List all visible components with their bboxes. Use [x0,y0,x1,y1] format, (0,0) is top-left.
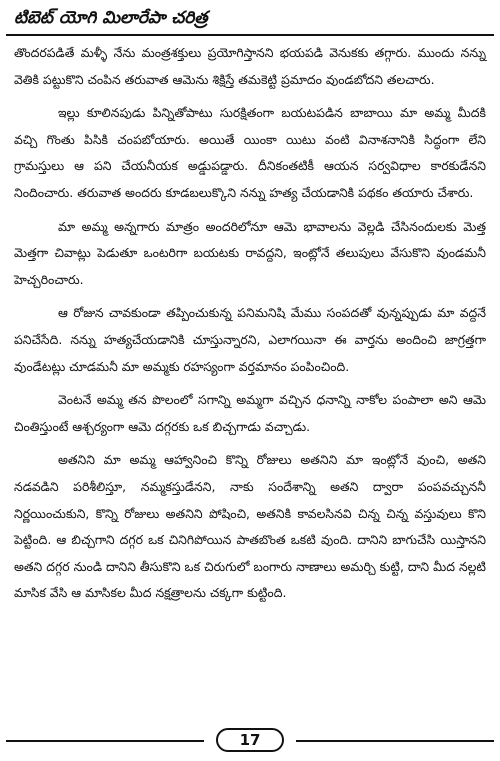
paragraph-2: ఇల్లు కూలినపుడు పిన్నితోపాటు సురక్షితంగా బయటపడిన బాబాయి మా అమ్మ మీదకి వచ్చి గొంతు పిసికి చంపబోయారు. అయితే యింకా యిటు వంటి వినాశనానికి సిద్ధంగా లేని గ్రామస్తులు ఆ పని చేయనీయక అడ్డుపడ్డారు. దీనికంతటికీ ఆయన సర్వవిధాల కారకుడేనని నిందించారు. తరువాత అందరు కూడబలుక్కొని నన్ను హత్య చేయడానికి పథకం తయారు చేశారు. [14,105,486,200]
footer-rule-right [296,740,494,742]
footer-rule-left [6,740,204,742]
paragraph-5: వెంటనే అమ్మ తన పొలంలో సగాన్ని అమ్మగా వచ్చిన ధనాన్ని నాకోల పంపాలా అని ఆమె చింతిస్తుంటే ఆశ్చర్యంగా ఆమె దగ్గరకు ఒక బిచ్చగాడు వచ్చాడు. [14,392,486,434]
book-title: టిబెట్ యోగి మిలారేపా చరిత్ర [14,8,208,28]
running-header [6,4,494,36]
page-footer [6,728,494,754]
paragraph-3: మా అమ్మ అన్నగారు మాత్రం అందరిలోనూ ఆమె భావాలను వెల్లడి చేసినందులకు మెత్త మెత్తగా చివాట్లు పెడుతూ ఒంటరిగా బయటకు రావద్దని, ఇంట్లోనే తలుపులు వేసుకొని వుండమనీ హెచ్చరించారు. [14,218,486,287]
page-body [14,40,486,614]
paragraph-1: తొందరపడితే మళ్ళీ నేను మంత్రశక్తులు ప్రయోగిస్తానని భయపడి వెనుకకు తగ్గారు. ముందు నన్ను వెతికి పట్టుకొని చంపిన తరువాత ఆమెను శిక్షిస్తే తమకెట్టి ప్రమాదం వుండబోదని తలచారు. [14,45,486,87]
paragraph-4: ఆ రోజున చావకుండా తప్పించుకున్న పనిమనిషి మేము సంపదతో వున్నప్పుడు మా వద్దనే పనిచేసేది. నన్ను హత్యచేయడానికి చూస్తున్నారని, ఎలాగయినా ఈ వార్తను అందించి జాగ్రత్తగా వుండేటట్లు చూడమనీ మా అమ్మకు రహస్యంగా వర్తమానం పంపించింది. [14,305,486,374]
page-number: 17 [216,728,284,752]
paragraph-6: అతనిని మా అమ్మ ఆహ్వానించి కొన్ని రోజులు అతనిని మా ఇంట్లోనే వుంచి, అతని నడవడిని పరిశీలిస్తూ, నమ్మకస్తుడేనని, నాకు సందేశాన్ని అతని ద్వారా పంపవచ్చుననీ నిర్ణయించుకుని, కొన్ని రోజులు అతనిని పోషించి, అతనికి కావలసినవి చిన్న చిన్న వస్తువులు కొని పెట్టింది. ఆ బిచ్చగాని దగ్గర ఒక చినిగిపోయిన పాతబొంత ఒకటి వుంది. దానిని బాగుచేసి యిస్తానని అతని దగ్గర నుండి దానిని తీసుకొని ఒక చిరుగులో బంగారు నాణాలు అమర్చి కుట్టి, దాని మీద నల్లటి మాసిక వేసి ఆ మాసికల మీద నక్షత్రాలను చక్కగా కుట్టింది. [14,452,486,601]
